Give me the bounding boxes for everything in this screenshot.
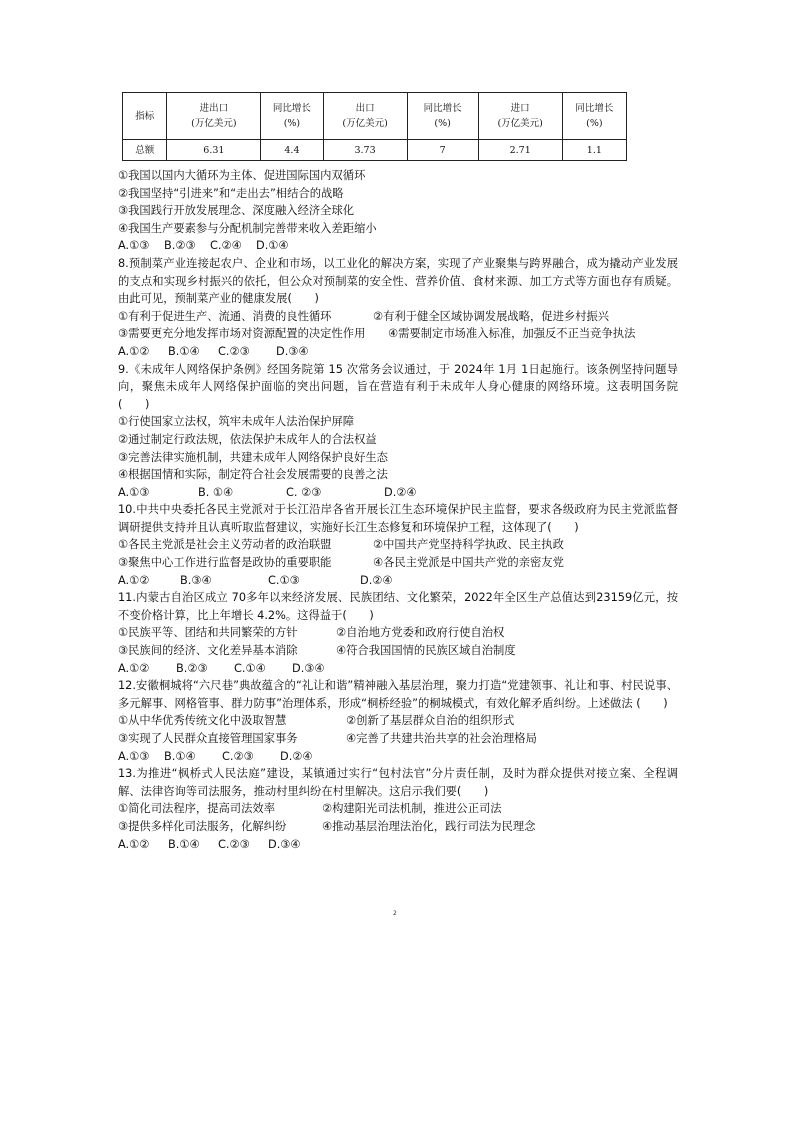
choice-b: B.③④ — [180, 573, 212, 587]
answer-choices — [118, 572, 678, 590]
option-line: ①行使国家立法权，筑牢未成年人法治保护屏障 — [118, 415, 355, 429]
option: ③需要更充分地发挥市场对资源配置的决定性作用 — [118, 327, 366, 341]
trade-stats-table — [122, 92, 627, 161]
question-stem: 11.内蒙古自治区成立 70多年以来经济发展、民族团结、文化繁荣，2022年全区生产总值达到23159亿元，按不变价格计算，比上年增长 4.2%。这得益于( ) — [118, 591, 678, 622]
answer-choices — [118, 660, 678, 678]
option-line: ③我国践行开放发展理念、深度融入经济全球化 — [118, 204, 355, 218]
question-12 — [118, 677, 678, 765]
choice-c: C.②④ — [210, 239, 242, 253]
option: ②中国共产党坚持科学执政、民主执政 — [373, 538, 564, 552]
option: ④完善了共建共治共享的社会治理格局 — [346, 732, 537, 745]
choice-d: D.②④ — [360, 573, 393, 587]
choice-a: A.①② — [118, 661, 150, 675]
table-header-row — [123, 93, 627, 140]
choice-d: D.①④ — [256, 239, 289, 253]
page-number: 2 — [393, 910, 397, 917]
option-row — [118, 712, 678, 730]
option: ②有利于健全区域协调发展战略，促进乡村振兴 — [373, 309, 610, 323]
option-line: ④根据国情和实际，制定符合社会发展需要的良善之法 — [118, 468, 388, 482]
choice-d: D.③④ — [292, 661, 325, 675]
choice-c: C.②③ — [218, 344, 250, 358]
option-row — [118, 554, 678, 572]
option: ①简化司法程序，提高司法效率 — [118, 802, 275, 816]
choice-c: C.②③ — [218, 837, 250, 851]
answer-choices — [118, 836, 678, 854]
question-stem: 9.《未成年人网络保护条例》经国务院第 15 次常务会议通过，于 2024年 1月 1日起施行。该条例坚持问题导向，聚焦未成年人网络保护面临的突出问题，旨在营造有利于未成年人身心健康的网络环境。这表明国务院( ) — [118, 362, 678, 411]
question-9 — [118, 361, 678, 502]
option-row — [118, 536, 678, 554]
table-cell: 4.4 — [261, 140, 323, 161]
table-header-cell: 进出口 (万亿美元) — [167, 93, 261, 140]
option-line: ④我国生产要素参与分配机制完善带来收入差距缩小 — [118, 221, 377, 235]
table-header-cell: 出口 (万亿美元) — [323, 93, 407, 140]
choice-d: D.②④ — [384, 485, 417, 499]
option: ③实现了人民群众直接管理国家事务 — [118, 732, 298, 745]
choice-c: C.①③ — [268, 573, 300, 587]
table-header-cell: 指标 — [123, 93, 167, 140]
option: ②构建阳光司法机制，推进公正司法 — [322, 802, 502, 816]
choice-d: D.②④ — [280, 749, 313, 763]
option: ①各民主党派是社会主义劳动者的政治联盟 — [118, 538, 332, 552]
option-row — [118, 624, 678, 642]
answer-choices — [118, 748, 678, 766]
option-row — [118, 308, 678, 326]
option: ②创新了基层群众自治的组织形式 — [346, 714, 515, 728]
choice-b: B.①④ — [164, 749, 196, 763]
choice-a: A.①③ — [118, 239, 150, 253]
option: ④需要制定市场准入标准，加强反不正当竞争执法 — [388, 327, 636, 341]
option-row — [118, 325, 678, 343]
choice-b: B.②③ — [164, 239, 196, 253]
option: ②自治地方党委和政府行使自治权 — [336, 626, 505, 640]
option: ③聚焦中心工作进行监督是政协的重要职能 — [118, 556, 332, 570]
exam-page — [118, 92, 678, 853]
question-11 — [118, 589, 678, 677]
question-stem: 8.预制菜产业连接起农户、企业和市场，以工业化的解决方案，实现了产业聚集与跨界融合，成为撬动产业发展的支点和实现乡村振兴的依托，但公众对预制菜的安全性、营养价值、食材来源、加工方式等方面也存有质疑。由此可见，预制菜产业的健康发展( ) — [118, 256, 678, 306]
table-cell: 2.71 — [478, 140, 562, 161]
table-cell: 3.73 — [323, 140, 407, 161]
option-row — [118, 642, 678, 660]
table-row — [123, 140, 627, 161]
choice-a: A.①② — [118, 344, 150, 358]
option: ③民族间的经济、文化差异基本消除 — [118, 644, 298, 658]
option-line: ③完善法律实施机制，共建未成年人网络保护良好生态 — [118, 450, 388, 464]
option-row — [118, 730, 678, 748]
option: ④推动基层治理法治化，践行司法为民理念 — [322, 819, 536, 833]
choice-c: C.①④ — [234, 661, 266, 675]
option: ③提供多样化司法服务，化解纠纷 — [118, 819, 287, 833]
option-line: ①我国以国内大循环为主体、促进国际国内双循环 — [118, 169, 366, 182]
table-header-cell: 同比增长 (%) — [562, 93, 626, 140]
choice-c: C. ②③ — [286, 485, 322, 499]
table-header-cell: 同比增长 (%) — [261, 93, 323, 140]
table-header-cell: 同比增长 (%) — [407, 93, 478, 140]
option-line: ②我国坚持“引进来”和“走出去”相结合的战略 — [118, 186, 344, 200]
question-stem: 10.中共中央委托各民主党派对于长江沿岸各省开展长江生态环境保护民主监督，要求各级政府为民主党派监督调研提供支持并且认真听取监督建议，实施好长江生态修复和环境保护工程，这体现了( ) — [118, 503, 678, 534]
choice-b: B. ①④ — [198, 485, 234, 499]
answer-choices — [118, 343, 678, 361]
choice-c: C.②③ — [222, 749, 254, 763]
choice-b: B.①④ — [168, 837, 200, 851]
question-13 — [118, 765, 678, 853]
table-cell: 6.31 — [167, 140, 261, 161]
choice-d: D.③④ — [268, 837, 301, 851]
table-cell: 7 — [407, 140, 478, 161]
option-row — [118, 800, 678, 818]
option: ①有利于促进生产、流通、消费的良性循环 — [118, 309, 332, 323]
choice-b: B.①④ — [168, 344, 200, 358]
question-10 — [118, 501, 678, 589]
question-list — [118, 167, 678, 853]
question-stem: 12.安徽桐城将“六尺巷”典故蕴含的“礼让和谐”精神融入基层治理，聚力打造“党建领事、礼让和事、村民说事、多元解事、网格管事、群力防事”治理体系，形成“桐桥经验”的桐城模式，有效化解矛盾纠纷。上述做法 ( ) — [118, 679, 678, 710]
table-cell: 1.1 — [562, 140, 626, 161]
option: ④符合我国国情的民族区域自治制度 — [336, 644, 516, 658]
choice-a: A.①② — [118, 573, 150, 587]
option: ①从中华优秀传统文化中汲取智慧 — [118, 714, 287, 728]
table-cell: 总额 — [123, 140, 167, 161]
choice-a: A.①③ — [118, 749, 150, 763]
option: ④各民主党派是中国共产党的亲密友党 — [373, 556, 564, 570]
option: ①民族平等、团结和共同繁荣的方针 — [118, 626, 298, 640]
table-header-cell: 进口 (万亿美元) — [478, 93, 562, 140]
answer-choices — [118, 484, 678, 502]
choice-b: B.②③ — [176, 661, 208, 675]
question-8 — [118, 255, 678, 361]
choice-a: A.①③ — [118, 485, 150, 499]
question-7 — [118, 167, 678, 255]
option-row — [118, 818, 678, 836]
choice-a: A.①② — [118, 837, 150, 851]
option-line: ②通过制定行政法规，依法保护未成年人的合法权益 — [118, 432, 377, 446]
answer-choices — [118, 237, 678, 255]
choice-d: D.③④ — [276, 344, 309, 358]
question-stem: 13.为推进“枫桥式人民法庭”建设，某镇通过实行“包村法官”分片责任制，及时为群众提供对接立案、全程调解、法律咨询等司法服务，推动村里纠纷在村里解决。这启示我们要( ) — [118, 767, 678, 798]
